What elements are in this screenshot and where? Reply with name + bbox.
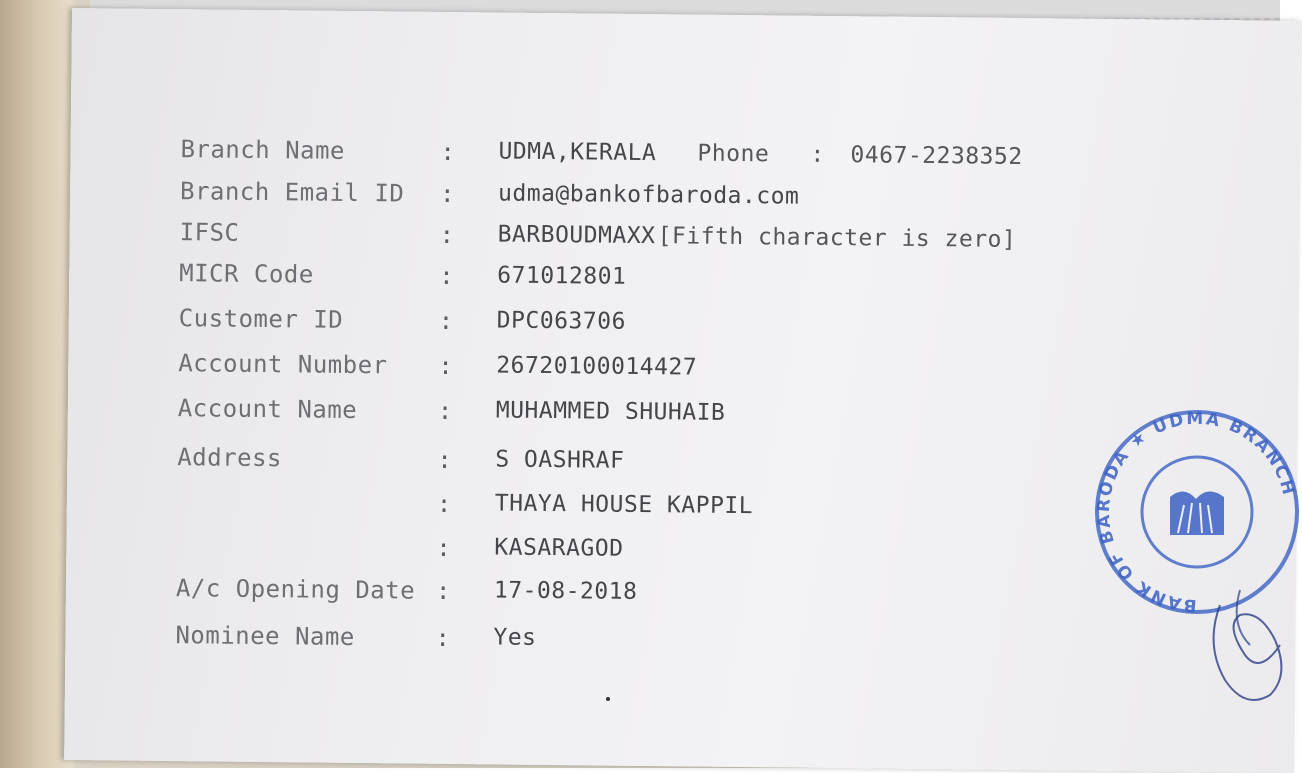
colon: :	[438, 397, 453, 425]
value-nominee: Yes	[493, 624, 536, 650]
signature	[1200, 585, 1290, 715]
label-ifsc: IFSC	[180, 218, 240, 247]
label-branch-email: Branch Email ID	[180, 177, 405, 207]
bank-logo-icon	[1170, 491, 1224, 535]
colon: :	[438, 352, 453, 380]
value-branch-email: udma@bankofbaroda.com	[498, 180, 800, 209]
value-customer-id: DPC063706	[497, 307, 626, 334]
value-account-number: 26720100014427	[496, 352, 697, 380]
label-nominee: Nominee Name	[175, 621, 355, 651]
label-address: Address	[177, 443, 282, 472]
value-address-line1: S OASHRAF	[495, 446, 624, 473]
colon: :	[439, 221, 454, 249]
value-address-line2: THAYA HOUSE KAPPIL	[495, 490, 754, 519]
label-micr: MICR Code	[179, 259, 314, 288]
colon: :	[437, 490, 452, 518]
label-phone: Phone	[697, 141, 769, 168]
colon: :	[810, 142, 825, 168]
value-address-line3: KASARAGOD	[494, 534, 623, 561]
colon: :	[439, 262, 454, 290]
value-opening-date: 17-08-2018	[494, 577, 638, 605]
stamp-text: BANK OF BARODA ★ UDMA BRANCH	[1094, 409, 1299, 615]
colon: :	[436, 577, 451, 605]
colon: :	[436, 534, 451, 562]
label-branch-name: Branch Name	[180, 135, 345, 165]
value-account-name: MUHAMMED SHUHAIB	[496, 397, 726, 425]
label-opening-date: A/c Opening Date	[176, 574, 415, 605]
value-branch-name: UDMA,KERALA	[498, 138, 656, 166]
label-account-number: Account Number	[178, 349, 388, 379]
ink-dot	[606, 697, 610, 701]
value-phone: 0467-2238352	[850, 142, 1022, 170]
label-customer-id: Customer ID	[179, 304, 344, 334]
colon: :	[437, 446, 452, 474]
label-account-name: Account Name	[178, 394, 358, 424]
colon: :	[435, 624, 450, 652]
colon: :	[439, 307, 454, 335]
colon: :	[440, 180, 455, 208]
value-ifsc: BARBOUDMAXX	[498, 221, 656, 249]
passbook-page	[64, 8, 1302, 773]
ifsc-note: [Fifth character is zero]	[658, 223, 1017, 253]
colon: :	[440, 138, 455, 166]
value-micr: 671012801	[497, 262, 626, 289]
